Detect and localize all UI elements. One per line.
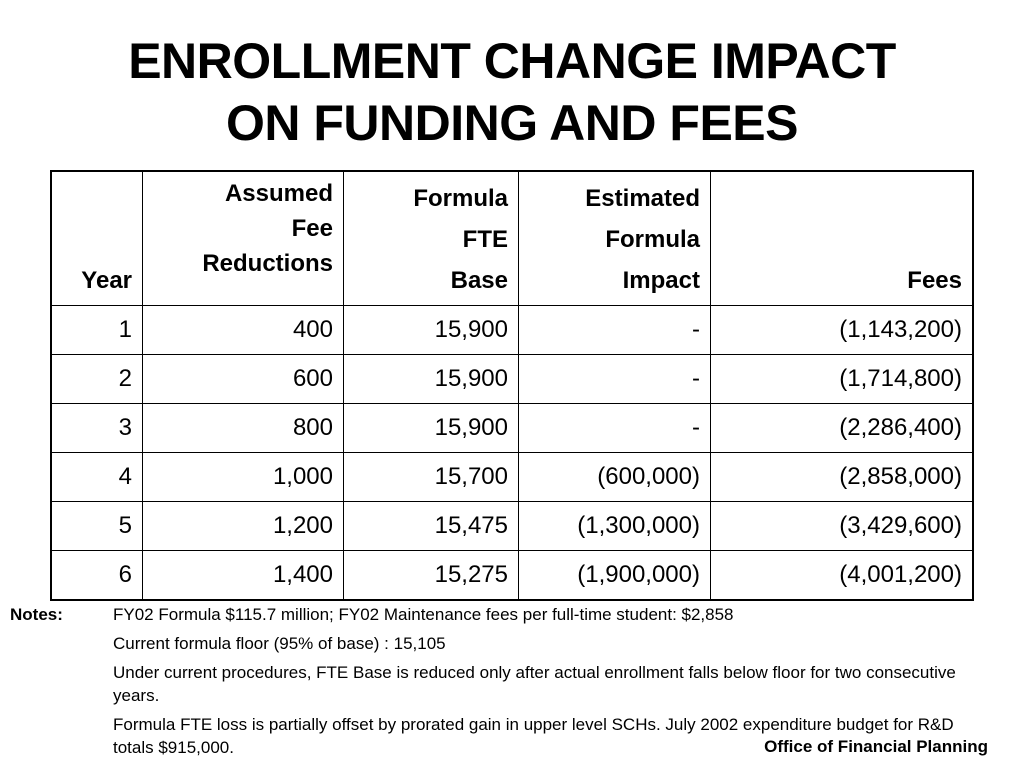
header-fte-line-1: Formula — [413, 185, 508, 212]
cell-fte-base: 15,900 — [344, 306, 519, 355]
title-line-2: ON FUNDING AND FEES — [226, 95, 798, 151]
header-fee-line-2: Fee — [291, 215, 333, 242]
cell-year: 5 — [51, 502, 143, 551]
table-header-row — [51, 171, 973, 306]
cell-fte-base: 15,900 — [344, 355, 519, 404]
header-fees-line: Fees — [907, 267, 962, 294]
cell-formula-impact: - — [519, 355, 711, 404]
cell-formula-impact: (1,900,000) — [519, 551, 711, 601]
title-line-1: ENROLLMENT CHANGE IMPACT — [128, 33, 896, 89]
cell-fees: (2,858,000) — [711, 453, 974, 502]
header-formula-fte-base — [344, 171, 519, 306]
cell-formula-impact: - — [519, 404, 711, 453]
table-row — [51, 306, 973, 355]
note-item: Current formula floor (95% of base) : 15,105 — [113, 634, 446, 653]
table-row — [51, 355, 973, 404]
table-row — [51, 551, 973, 601]
cell-fees: (4,001,200) — [711, 551, 974, 601]
cell-fee-reductions: 1,000 — [143, 453, 344, 502]
cell-fee-reductions: 1,200 — [143, 502, 344, 551]
header-fte-line-3: Base — [450, 267, 508, 294]
cell-formula-impact: (1,300,000) — [519, 502, 711, 551]
footer-office-label: Office of Financial Planning — [764, 737, 988, 756]
cell-fees: (1,143,200) — [711, 306, 974, 355]
cell-year: 4 — [51, 453, 143, 502]
cell-fees: (2,286,400) — [711, 404, 974, 453]
header-year — [51, 171, 143, 306]
cell-fte-base: 15,900 — [344, 404, 519, 453]
cell-year: 2 — [51, 355, 143, 404]
cell-formula-impact: (600,000) — [519, 453, 711, 502]
cell-fee-reductions: 800 — [143, 404, 344, 453]
cell-year: 6 — [51, 551, 143, 601]
table-row — [51, 502, 973, 551]
cell-year: 1 — [51, 306, 143, 355]
header-estimated-formula-impact — [519, 171, 711, 306]
cell-fees: (1,714,800) — [711, 355, 974, 404]
cell-fee-reductions: 1,400 — [143, 551, 344, 601]
cell-fee-reductions: 600 — [143, 355, 344, 404]
slide-title — [0, 30, 1024, 154]
cell-fee-reductions: 400 — [143, 306, 344, 355]
cell-fte-base: 15,275 — [344, 551, 519, 601]
header-impact-line-3: Impact — [622, 267, 700, 294]
header-fees — [711, 171, 974, 306]
note-item: Under current procedures, FTE Base is reduced only after actual enrollment falls below floor for two consecutive years. — [113, 663, 956, 705]
cell-fte-base: 15,700 — [344, 453, 519, 502]
note-item: Formula FTE loss is partially offset by prorated gain in upper level SCHs. July 2002 expenditure budget for R&D totals $915,000. — [113, 715, 954, 757]
cell-fees: (3,429,600) — [711, 502, 974, 551]
notes-label: Notes: — [10, 605, 63, 624]
header-fee-line-1: Assumed — [224, 180, 333, 207]
header-impact-line-2: Formula — [605, 226, 700, 253]
header-year-line: Year — [81, 267, 132, 294]
cell-fte-base: 15,475 — [344, 502, 519, 551]
cell-year: 3 — [51, 404, 143, 453]
table-row — [51, 404, 973, 453]
cell-formula-impact: - — [519, 306, 711, 355]
header-fee-line-3: Reductions — [202, 250, 333, 277]
header-assumed-fee-reductions — [143, 171, 344, 306]
table-row — [51, 453, 973, 502]
header-fte-line-2: FTE — [462, 226, 508, 253]
header-impact-line-1: Estimated — [585, 185, 700, 212]
note-item: FY02 Formula $115.7 million; FY02 Maintenance fees per full-time student: $2,858 — [113, 605, 734, 624]
enrollment-table — [50, 170, 974, 601]
